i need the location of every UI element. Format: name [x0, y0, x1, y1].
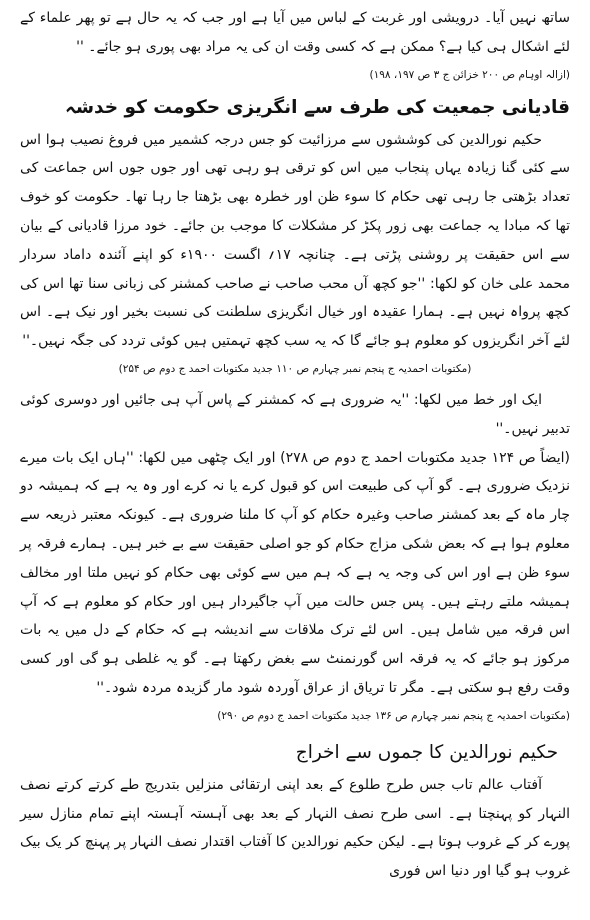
paragraph: آفتاب عالم تاب جس طرح طلوع کے بعد اپنی ارتقائی منزلیں بتدریج طے کرتے کرتے نصف النہار کو پہنچتا ہے۔ اسی طرح نصف النہار کے بعد بھی آہستہ آہستہ اپنے تمام منازل سیر پورے کر کے غروب ہوتا ہے۔ لیکن حکیم نورالدین کا آفتاب اقتدار نصف النہار پر پہنچ کر یک بیک غروب ہو گیا اور دنیا اس فوری — [20, 776, 570, 880]
citation: (مکتوبات احمدیہ ج پنجم نمبر چہارم ص ۱۱۰ جدید مکتوبات احمد ج دوم ص ۲۵۴) — [118, 362, 472, 375]
paragraph-continuation: ساتھ نہیں آیا۔ درویشی اور غربت کے لباس میں آیا ہے اور جب کہ یہ حال ہے تو پھر علماء کے لئے اشکال ہی کیا ہے؟ ممکن ہے کہ کسی وقت ان کی یہ مراد بھی پوری ہو جائے۔ '' — [20, 10, 570, 55]
citation: (ازالہ اوہام ص ۲۰۰ خزائن ج ۳ ص ۱۹۷، ۱۹۸) — [369, 68, 570, 81]
section-heading: قادیانی جمعیت کی طرف سے انگریزی حکومت کو خدشہ — [65, 96, 570, 118]
paragraph: حکیم نورالدین کی کوششوں سے مرزائیت کو جس درجہ کشمیر میں فروغ نصیب ہوا اس سے کئی گنا زیادہ یہاں پنجاب میں اس کو ترقی ہو رہی تھی اور جوں جوں اس جماعت کی تعداد بڑھتی جا رہی تھی حکام کا سوء ظن اور خطرہ بھی بڑھتا جا رہا تھا۔ حکومت کو خوف تھا کہ مبادا یہ جماعت بھی زور پکڑ کر مشکلات کا موجب بن جائے۔ خود مرزا قادیانی کے بیان سے اس حقیقت پر روشنی پڑتی ہے۔ چنانچہ ۱۷؍ اگست ۱۹۰۰ء کو اپنے آئندہ داماد سردار محمد علی خان کو لکھا: ''جو کچھ آں محب صاحب نے صاحب کمشنر کی زبانی سنا تھا اس کی کچھ پرواہ نہیں ہے۔ ہمارا عقیدہ اور خیال انگریزی سلطنت کی نسبت بخیر اور نیک ہے۔ اس لئے آخر انگریزوں کو معلوم ہو جائے گا کہ یہ سب کچھ تہمتیں ہیں کوئی تردد کی جگہ نہیں۔'' — [20, 131, 570, 350]
paragraph: (ایضاً ص ۱۲۴ جدید مکتوبات احمد ج دوم ص ۲۷۸) اور ایک چٹھی میں لکھا: ''ہاں ایک بات میرے نزدیک ضروری ہے۔ گو آپ کی طبیعت اس کو قبول کرے یا نہ کرے اور وہ یہ ہے کہ ہمیشہ دو چار ماہ کے بعد کمشنر صاحب وغیرہ حکام کو آپ کا ملنا ضروری ہے۔ کیونکہ معتبر ذریعہ سے معلوم ہوا ہے کہ بعض شکی مزاج حکام کو جو اصلی حقیقت سے بے خبر ہیں۔ ہمارے فرقہ پر سوء ظن ہے اور اس کی وجہ یہ ہے کہ ہم میں سے کوئی بھی حکام کو نہیں ملتا اور مخالف ہمیشہ ملتے رہتے ہیں۔ پس جس حالت میں آپ جاگیردار ہیں اور حکام کو معلوم ہے کہ آپ اس فرقہ میں شامل ہیں۔ اس لئے ترک ملاقات سے اندیشہ ہے کہ حکام کے دل میں یہ بات مرکوز ہو جائے کہ یہ فرقہ اس گورنمنٹ سے بغض رکھتا ہے۔ گو یہ غلطی ہو گی اور کسی وقت رفع ہو سکتی ہے۔ مگر تا تریاق از عراق آوردہ شود مار گزیدہ مردہ شود۔'' — [20, 449, 571, 696]
paragraph: ایک اور خط میں لکھا: ''یہ ضروری ہے کہ کمشنر کے پاس آپ ہی جائیں اور دوسری کوئی تدبیر نہیں۔'' — [20, 391, 570, 437]
section-heading: حکیم نورالدین کا جموں سے اخراج — [295, 741, 558, 763]
book-page — [20, 4, 570, 886]
citation: (مکتوبات احمدیہ ج پنجم نمبر چہارم ص ۱۳۶ جدید مکتوبات احمد ج دوم ص ۲۹۰) — [217, 709, 570, 722]
